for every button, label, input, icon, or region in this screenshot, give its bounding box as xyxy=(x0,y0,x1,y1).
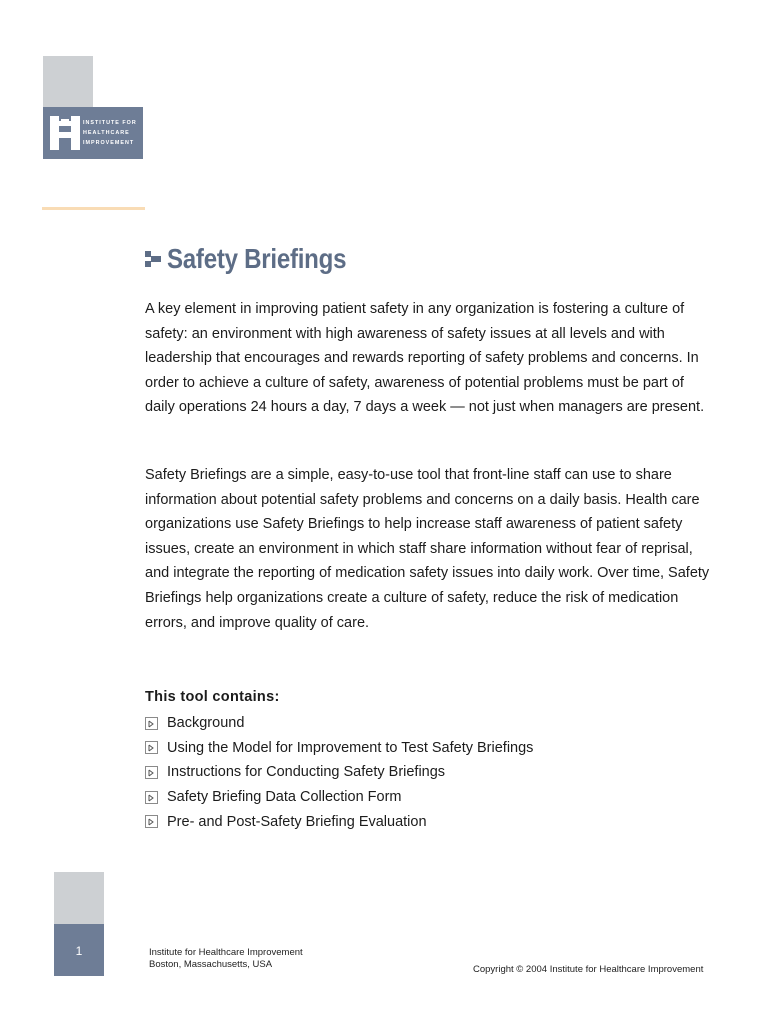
list-item xyxy=(145,711,533,736)
list-item xyxy=(145,785,533,810)
description-paragraph: Safety Briefings are a simple, easy-to-use tool that front-line staff can use to share information about potential safety problems and concerns on a daily basis. Health care organizations use Safety Briefings to help increase staff awareness of patient safety issues, create an environment in which staff share information without fear of reprisal, and integrate the reporting of medication safety issues into daily work. Over time, Safety Briefings help organizations create a culture of safety, reduce the risk of medication errors, and improve quality of care. xyxy=(145,467,710,631)
arrow-box-bullet-icon xyxy=(145,815,158,828)
footer-org-location: Boston, Massachusetts, USA xyxy=(149,959,273,970)
list-item xyxy=(145,809,533,834)
page-title-row xyxy=(145,240,375,278)
arrow-box-bullet-icon xyxy=(145,741,158,754)
logo-gray-block xyxy=(43,56,93,112)
checker-squares-icon xyxy=(145,251,161,267)
list-item-label: Safety Briefing Data Collection Form xyxy=(167,789,402,806)
arrow-box-bullet-icon xyxy=(145,717,158,730)
arrow-box-bullet-icon xyxy=(145,791,158,804)
contents-list xyxy=(145,711,533,834)
logo-line-1: INSTITUTE FOR xyxy=(83,120,137,126)
accent-divider xyxy=(42,207,145,210)
list-item-label: Pre- and Post-Safety Briefing Evaluation xyxy=(167,813,427,830)
intro-paragraph: A key element in improving patient safety in any organization is fostering a culture of safety: an environment with high awareness of safety issues at all levels and with leadership that encourages and rewards reporting of safety problems and concerns. In order to achieve a culture of safety, awareness of potential problems must be part of daily operations 24 hours a day, 7 days a week — not just when managers are present. xyxy=(145,301,705,416)
logo-line-3: IMPROVEMENT xyxy=(83,140,135,146)
ihi-logo xyxy=(43,107,143,159)
arrow-box-bullet-icon xyxy=(145,766,158,779)
list-item-label: Using the Model for Improvement to Test Safety Briefings xyxy=(167,739,534,756)
list-item-label: Instructions for Conducting Safety Briefings xyxy=(167,764,446,781)
logo-wordmark xyxy=(83,118,137,148)
footer-copyright: Copyright © 2004 Institute for Healthcare Improvement xyxy=(473,964,704,975)
page-number: 1 xyxy=(54,924,104,976)
page-title: Safety Briefings xyxy=(167,243,347,274)
footer-org xyxy=(149,947,303,971)
contents-heading: This tool contains: xyxy=(145,689,280,705)
list-item xyxy=(145,760,533,785)
list-item xyxy=(145,736,533,761)
ihi-mark-icon xyxy=(50,116,80,150)
logo-line-2: HEALTHCARE xyxy=(83,130,130,136)
footer-gray-block xyxy=(54,872,104,927)
list-item-label: Background xyxy=(167,715,245,732)
footer-org-name: Institute for Healthcare Improvement xyxy=(149,947,303,958)
